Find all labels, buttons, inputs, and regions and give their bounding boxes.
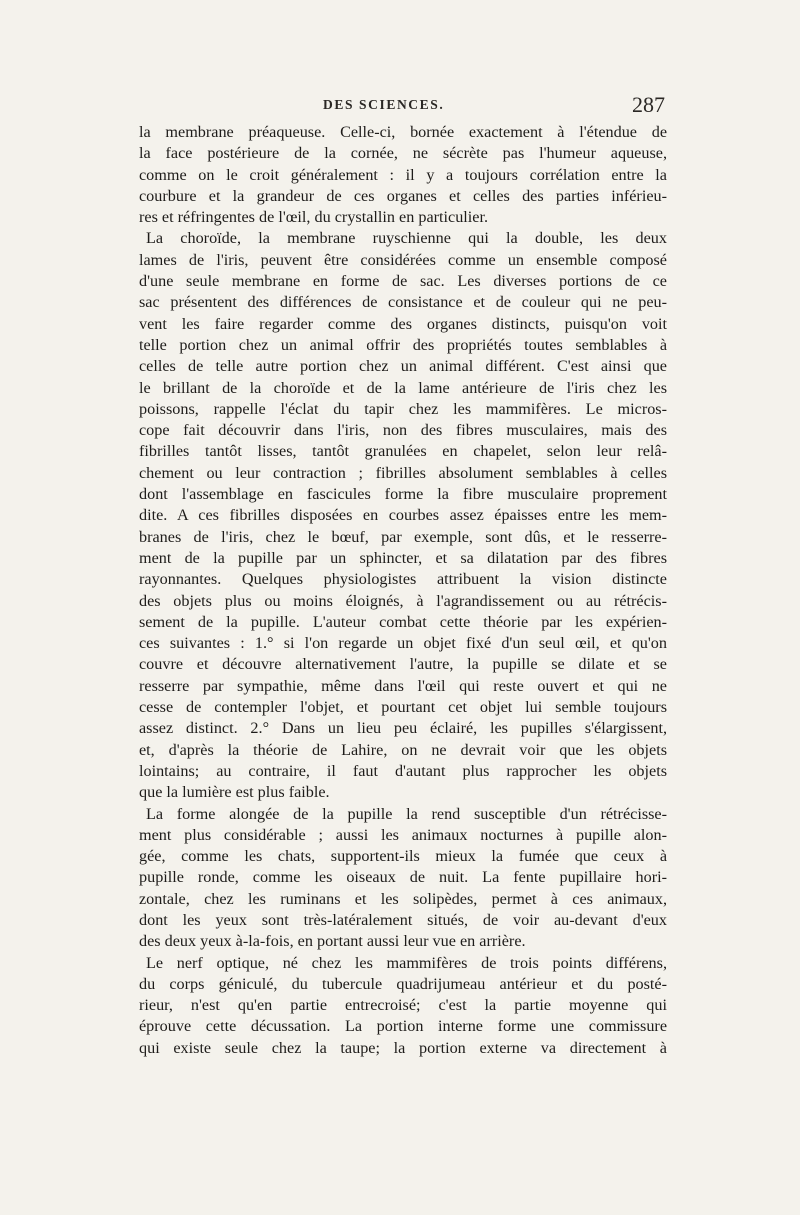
text-line: celles de telle autre portion chez un animal différent. C'est ainsi que bbox=[139, 357, 667, 376]
body-text bbox=[139, 122, 667, 1059]
text-line: qui existe seule chez la taupe; la portion externe va directement à bbox=[139, 1038, 667, 1057]
text-line: telle portion chez un animal offrir des propriétés toutes semblables à bbox=[139, 335, 667, 354]
text-line: la membrane préaqueuse. Celle-ci, bornée exactement à l'étendue de bbox=[139, 123, 667, 141]
text-line: fibrilles tantôt lisses, tantôt granulées en chapelet, selon leur relâ- bbox=[139, 442, 667, 461]
text-line: ces suivantes : 1.° si l'on regarde un objet fixé d'un seul œil, et qu'on bbox=[139, 634, 667, 653]
text-line: rieur, n'est qu'en partie entrecroisé; c'est la partie moyenne qui bbox=[139, 996, 667, 1015]
text-line: et, d'après la théorie de Lahire, on ne devrait voir que les objets bbox=[139, 740, 667, 759]
text-line: la face postérieure de la cornée, ne sécrète pas l'humeur aqueuse, bbox=[139, 144, 667, 163]
text-line: d'une seule membrane en forme de sac. Les diverses portions de ce bbox=[139, 272, 667, 291]
text-line: cope fait découvrir dans l'iris, non des fibres musculaires, mais des bbox=[139, 421, 667, 440]
text-line: lames de l'iris, peuvent être considérées comme un ensemble composé bbox=[139, 250, 667, 269]
text-line: La choroïde, la membrane ruyschienne qui la double, les deux bbox=[146, 229, 667, 248]
text-line: sac présentent des différences de consistance et de couleur qui ne peu- bbox=[139, 293, 667, 312]
text-line: res et réfringentes de l'œil, du crystallin en particulier. bbox=[139, 208, 489, 227]
text-line: du corps géniculé, du tubercule quadrijumeau antérieur et du posté- bbox=[139, 974, 667, 993]
text-line: assez distinct. 2.° Dans un lieu peu éclairé, les pupilles s'élargissent, bbox=[139, 719, 667, 738]
text-line: que la lumière est plus faible. bbox=[139, 783, 330, 802]
text-line: sement de la pupille. L'auteur combat cette théorie par les expérien- bbox=[139, 612, 667, 631]
text-line: couvre et découvre alternativement l'autre, la pupille se dilate et se bbox=[139, 655, 667, 674]
text-line: branes de l'iris, chez le bœuf, par exemple, sont dûs, et le resserre- bbox=[139, 527, 667, 546]
text-line: chement ou leur contraction ; fibrilles absolument semblables à celles bbox=[139, 463, 667, 482]
text-line: le brillant de la choroïde et de la lame antérieure de l'iris chez les bbox=[139, 378, 667, 397]
text-line: éprouve cette décussation. La portion interne forme une commissure bbox=[139, 1017, 667, 1036]
text-line: pupille ronde, comme les oiseaux de nuit. La fente pupillaire hori- bbox=[139, 868, 667, 887]
text-line: vent les faire regarder comme des organes distincts, puisqu'on voit bbox=[139, 314, 667, 333]
text-line: ment plus considérable ; aussi les animaux nocturnes à pupille alon- bbox=[139, 825, 667, 844]
text-line: La forme alongée de la pupille la rend susceptible d'un rétrécisse- bbox=[146, 804, 667, 823]
text-line: resserre par sympathie, même dans l'œil qui reste ouvert et qui ne bbox=[139, 676, 667, 695]
text-line: lointains; au contraire, il faut d'autant plus rapprocher les objets bbox=[139, 761, 667, 780]
text-line: dont l'assemblage en fascicules forme la fibre musculaire proprement bbox=[139, 485, 667, 504]
text-line: poissons, rappelle l'éclat du tapir chez les mammifères. Le micros- bbox=[139, 399, 667, 418]
text-line: zontale, chez les ruminans et les solipèdes, permet à ces animaux, bbox=[139, 889, 667, 908]
text-line: courbure et la grandeur de ces organes et celles des parties inférieu- bbox=[139, 186, 667, 205]
text-line: cesse de contempler l'objet, et pourtant cet objet lui semble toujours bbox=[139, 698, 667, 717]
running-title: DES SCIENCES. bbox=[323, 97, 445, 112]
text-line: des deux yeux à-la-fois, en portant aussi leur vue en arrière. bbox=[139, 932, 526, 951]
text-line: des objets plus ou moins éloignés, à l'agrandissement ou au rétrécis- bbox=[139, 591, 667, 610]
text-line: comme on le croit généralement : il y a toujours corrélation entre la bbox=[139, 165, 667, 184]
text-line: rayonnantes. Quelques physiologistes attribuent la vision distincte bbox=[139, 570, 667, 589]
text-line: gée, comme les chats, supportent-ils mieux la fumée que ceux à bbox=[139, 847, 667, 866]
text-line: ment de la pupille par un sphincter, et sa dilatation par des fibres bbox=[139, 548, 667, 567]
text-line: dite. A ces fibrilles disposées en courbes assez épaisses entre les mem- bbox=[139, 506, 667, 525]
text-line: Le nerf optique, né chez les mammifères de trois points différens, bbox=[146, 953, 667, 972]
page-number: 287 bbox=[632, 92, 665, 117]
text-line: dont les yeux sont très-latéralement situés, de voir au-devant d'eux bbox=[139, 910, 667, 929]
